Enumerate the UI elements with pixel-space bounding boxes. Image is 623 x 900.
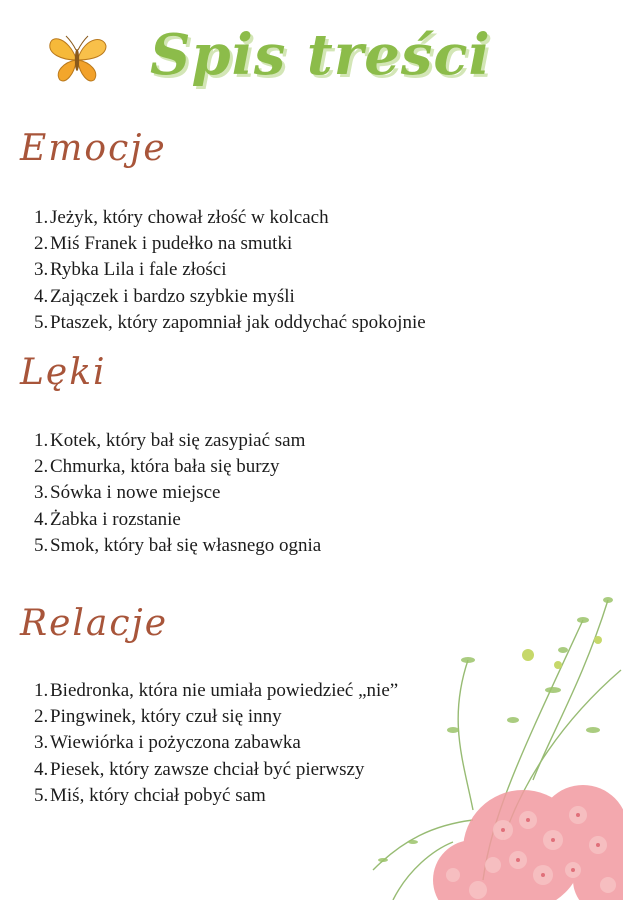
list-item — [34, 231, 426, 257]
section-heading-emocje: Emocje — [20, 128, 167, 169]
item-number: 3. — [34, 732, 49, 754]
item-number: 1. — [34, 680, 49, 701]
list-item — [34, 428, 321, 454]
page-title: Spis treści — [150, 22, 491, 88]
list-item — [34, 704, 398, 730]
item-title: Ptaszek, który zapomniał jak oddychać spokojnie — [50, 311, 426, 333]
list-item — [34, 783, 398, 809]
section-heading-leki: Lęki — [20, 352, 107, 393]
item-title: Chmurka, która bała się burzy — [50, 456, 280, 478]
list-item — [34, 678, 398, 704]
item-title: Kotek, który bał się zasypiać sam — [50, 430, 306, 451]
list-item — [34, 205, 426, 231]
item-number: 1. — [34, 430, 49, 451]
section-list-relacje — [34, 678, 398, 809]
flower-decoration — [353, 580, 623, 900]
list-item — [34, 507, 321, 533]
item-title: Miś, który chciał pobyć sam — [50, 784, 266, 806]
item-number: 2. — [34, 233, 49, 255]
item-number: 4. — [34, 285, 49, 307]
item-number: 5. — [34, 534, 49, 556]
item-title: Rybka Lila i fale złości — [50, 259, 227, 281]
item-number: 2. — [34, 456, 49, 478]
item-number: 1. — [34, 207, 49, 228]
list-item — [34, 310, 426, 336]
item-title: Smok, który bał się własnego ognia — [50, 534, 322, 556]
item-title: Żabka i rozstanie — [50, 508, 181, 530]
item-title: Wiewiórka i pożyczona zabawka — [50, 732, 301, 754]
item-number: 4. — [34, 758, 49, 780]
item-number: 3. — [34, 482, 49, 504]
section-list-leki — [34, 428, 321, 559]
section-heading-relacje: Relacje — [20, 603, 169, 644]
list-item — [34, 454, 321, 480]
item-title: Sówka i nowe miejsce — [50, 482, 221, 504]
section-list-emocje — [34, 205, 426, 336]
item-title: Biedronka, która nie umiała powiedzieć „nie” — [50, 680, 399, 701]
item-number: 2. — [34, 706, 49, 728]
list-item — [34, 533, 321, 559]
item-number: 5. — [34, 784, 49, 806]
butterfly-icon — [44, 30, 110, 86]
list-item — [34, 730, 398, 756]
item-title: Piesek, który zawsze chciał być pierwszy — [50, 758, 365, 780]
list-item — [34, 284, 426, 310]
list-item — [34, 480, 321, 506]
list-item — [34, 757, 398, 783]
item-number: 4. — [34, 508, 49, 530]
item-title: Jeżyk, który chował złość w kolcach — [50, 207, 329, 228]
item-number: 3. — [34, 259, 49, 281]
item-title: Zajączek i bardzo szybkie myśli — [50, 285, 295, 307]
item-number: 5. — [34, 311, 49, 333]
item-title: Pingwinek, który czuł się inny — [50, 706, 282, 728]
list-item — [34, 257, 426, 283]
item-title: Miś Franek i pudełko na smutki — [50, 233, 293, 255]
